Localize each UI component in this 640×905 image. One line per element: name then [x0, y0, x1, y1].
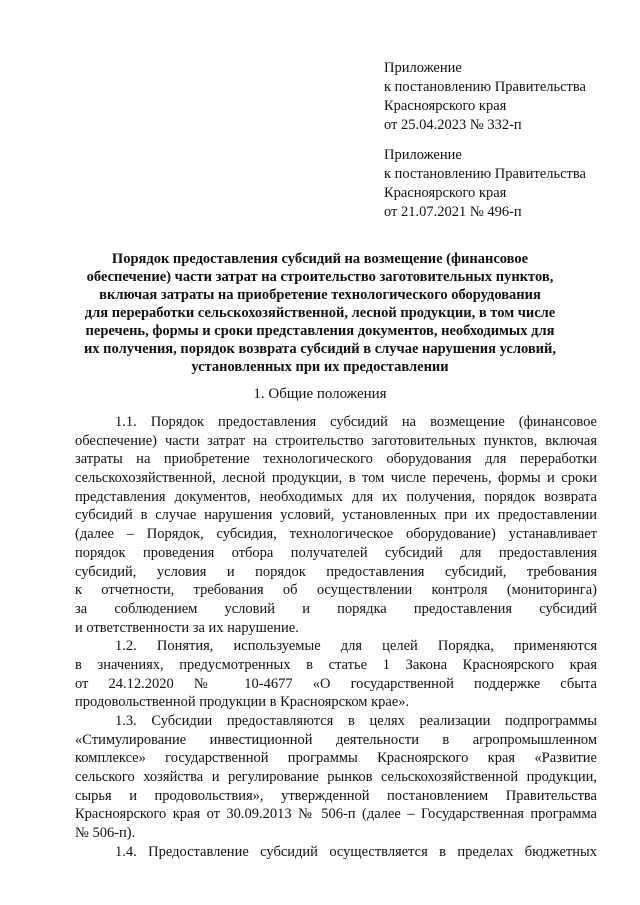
body-line: Красноярского края от 30.09.2013 № 506-п (далее – Государственная программа [75, 806, 597, 823]
title-line: их получения, порядок возврата субсидий в случае нарушения условий, [83, 341, 557, 357]
body-line: 1.1. Порядок предоставления субсидий на возмещение (финансовое [115, 414, 597, 430]
body-line: за соблюдением условий и порядка предоставления субсидий [75, 600, 597, 617]
appendix-line: Приложение [384, 60, 462, 76]
body-line: сельскохозяйственной, лесной продукции, в том числе перечень, формы и сроки [75, 470, 597, 487]
title-line: установленных при их предоставлении [191, 359, 449, 375]
body-line: комплексе» государственной программы Красноярского края «Развитие [75, 750, 597, 767]
title-line: включая затраты на приобретение технологического оборудования [99, 287, 541, 303]
body-line: № 506-п). [75, 825, 136, 842]
appendix-line: от 25.04.2023 № 332-п [384, 117, 522, 133]
body-line: сырья и продовольствия», утвержденной постановлением Правительства [75, 787, 597, 804]
body-line: порядок проведения отбора получателей субсидий для предоставления [75, 544, 597, 561]
appendix-block-current [384, 59, 586, 135]
body-line: к отчетности, требования об осуществлении контроля (мониторинга) [75, 582, 597, 599]
body-line: представления документов, необходимых для их получения, порядок возврата [75, 488, 597, 505]
body-line: обеспечение) части затрат на строительство заготовительных пунктов, включая [75, 432, 597, 449]
body-line: «Стимулирование инвестиционной деятельности в агропромышленном [75, 731, 597, 748]
body-line: 1.3. Субсидии предоставляются в целях реализации подпрограммы [115, 713, 597, 729]
body-line: 1.2. Понятия, используемые для целей Порядка, применяются [115, 638, 597, 655]
body-line: (далее – Порядок, субсидия, технологическое оборудование) устанавливает [75, 526, 597, 543]
body-line: продовольственной продукции в Красноярском крае». [75, 694, 410, 711]
body-line: субсидий, условия и порядок предоставления субсидий, требования [75, 563, 597, 580]
body-line: и ответственности за их нарушение. [75, 619, 299, 636]
section-heading: 1. Общие положения [253, 386, 387, 402]
body-line: 1.4. Предоставление субсидий осуществляется в пределах бюджетных [115, 843, 597, 860]
body-line: от 24.12.2020 № 10-4677 «О государственной поддержке сбыта [75, 675, 597, 692]
body-line: сельского хозяйства и регулирование рынков сельскохозяйственной продукции, [75, 769, 597, 786]
title-line: обеспечение) части затрат на строительство заготовительных пунктов, [86, 269, 554, 285]
title-line: перечень, формы и сроки представления документов, необходимых для [85, 323, 555, 339]
appendix-block-original [384, 146, 586, 222]
appendix-line: Приложение [384, 147, 462, 163]
appendix-line: к постановлению Правительства [384, 79, 586, 95]
document-title [60, 250, 580, 376]
appendix-line: от 21.07.2021 № 496-п [384, 204, 522, 220]
body-line: в значениях, предусмотренных в статье 1 Закона Красноярского края [75, 656, 597, 673]
title-line: для переработки сельскохозяйственной, лесной продукции, в том числе [84, 305, 556, 321]
appendix-line: Красноярского края [384, 98, 507, 114]
title-line: Порядок предоставления субсидий на возмещение (финансовое [111, 251, 529, 267]
appendix-line: Красноярского края [384, 185, 507, 201]
body-line: субсидий в случае нарушения условий, установленных при их предоставлении [75, 507, 597, 524]
appendix-line: к постановлению Правительства [384, 166, 586, 182]
body-text [75, 413, 597, 862]
body-line: затраты на приобретение технологического оборудования для переработки [75, 451, 597, 468]
